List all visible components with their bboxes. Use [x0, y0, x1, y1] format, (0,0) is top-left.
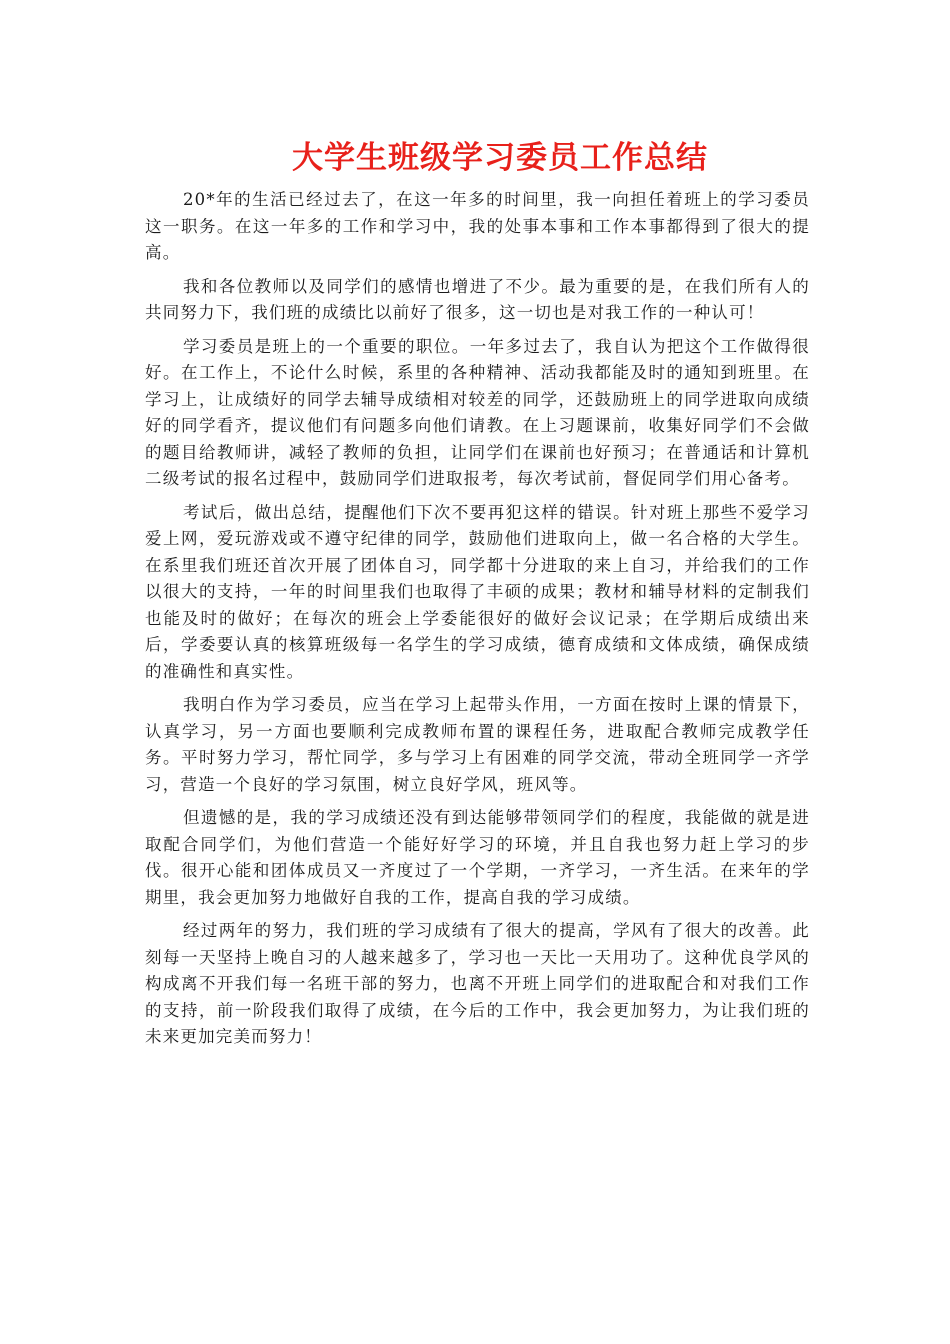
paragraph-4: 考试后，做出总结，提醒他们下次不要再犯这样的错误。针对班上那些不爱学习爱上网，爱玩游戏或不遵守纪律的同学，鼓励他们进取向上，做一名合格的大学生。在系里我们班还首次开展了团体自习，同学都十分进取的来上自习，并给我们的工作以很大的支持，一年的时间里我们也取得了丰硕的成果；教材和辅导材料的定制我们也能及时的做好；在每次的班会上学委能很好的做好会议记录；在学期后成绩出来后，学委要认真的核算班级每一名学生的学习成绩，德育成绩和文体成绩，确保成绩的准确性和真实性。 — [145, 502, 810, 681]
paragraph-1: 20*年的生活已经过去了，在这一年多的时间里，我一向担任着班上的学习委员这一职务。在这一年多的工作和学习中，我的处事本事和工作本事都得到了很大的提高。 — [145, 190, 810, 262]
paragraph-3: 学习委员是班上的一个重要的职位。一年多过去了，我自认为把这个工作做得很好。在工作上，不论什么时候，系里的各种精神、活动我都能及时的通知到班里。在学习上，让成绩好的同学去辅导成绩相对较差的同学，还鼓励班上的同学进取向成绩好的同学看齐，提议他们有问题多向他们请教。在上习题课前，收集好同学们不会做的题目给教师讲，减轻了教师的负担，让同学们在课前也好预习；在普通话和计算机二级考试的报名过程中，鼓励同学们进取报考，每次考试前，督促同学们用心备考。 — [145, 336, 810, 488]
paragraph-7: 经过两年的努力，我们班的学习成绩有了很大的提高，学风有了很大的改善。此刻每一天坚持上晚自习的人越来越多了，学习也一天比一天用功了。这种优良学风的构成离不开我们每一名班干部的努力，也离不开班上同学们的进取配合和对我们工作的支持，前一阶段我们取得了成绩，在今后的工作中，我会更加努力，为让我们班的未来更加完美而努力！ — [145, 921, 810, 1046]
paragraph-5: 我明白作为学习委员，应当在学习上起带头作用，一方面在按时上课的情景下，认真学习，另一方面也要顺利完成教师布置的课程任务，进取配合教师完成教学任务。平时努力学习，帮忙同学，多与学习上有困难的同学交流，带动全班同学一齐学习，营造一个良好的学习氛围，树立良好学风，班风等。 — [145, 695, 810, 794]
paragraph-6: 但遗憾的是，我的学习成绩还没有到达能够带领同学们的程度，我能做的就是进取配合同学们，为他们营造一个能好好学习的环境，并且自我也努力赶上学习的步伐。很开心能和团体成员又一齐度过了一个学期，一齐学习，一齐生活。在来年的学期里，我会更加努力地做好自我的工作，提高自我的学习成绩。 — [145, 808, 810, 907]
document-title: 大学生班级学习委员工作总结 — [292, 140, 708, 176]
document-body — [145, 187, 810, 1058]
paragraph-2: 我和各位教师以及同学们的感情也增进了不少。最为重要的是，在我们所有人的共同努力下，我们班的成绩比以前好了很多，这一切也是对我工作的一种认可！ — [145, 276, 810, 322]
